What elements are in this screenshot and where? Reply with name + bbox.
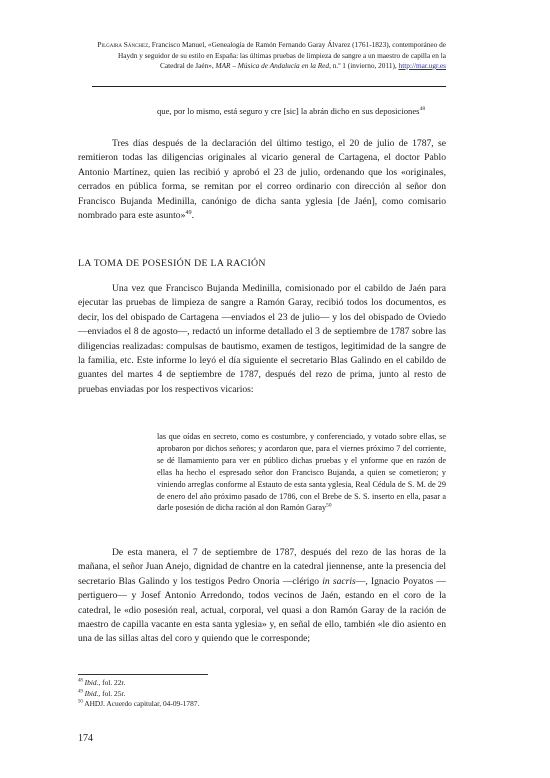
paragraph-3-text-b: —, Ignacio Poyatos —pertiguero— y Josef Antonio Arredondo, todos vecinos de Jaén, estando en el coro de la catedral, le «dio posesión real, actual, corporal, vel quasi a don Ramón Garay de la ración de maestro de capilla vacante en esta santa yglesia» y, en señal de ello, también «le dio asiento en una de las sillas altas del coro y quiendo que le corresponde; (78, 575, 446, 645)
header-citation: , Francisco Manuel, «Genealogía de Ramón Fernando Garay Álvarez (1761-1823), contemporáneo de Haydn y seguidor de su estilo en España: las últimas pruebas de limpieza de sangre a un maestro de capilla en la Catedral de Jaén», (117, 40, 446, 70)
paragraph-3 (78, 546, 446, 647)
header-issue: , n.º 1 (invierno, 2011), (329, 61, 399, 70)
section-heading: LA TOMA DE POSESIÓN DE LA RACIÓN (78, 258, 266, 269)
quote-continuation-text: que, por lo mismo, está seguro y cre [sic] la abrán dicho en sus deposiciones (157, 106, 420, 116)
paragraph-3-text-a: De esta manera, el 7 de septiembre de 1787, después del rezo de las horas de la mañana, el señor Juan Anejo, dignidad de chantre en la catedral jiennense, ante la presencia del secretario Blas Galindo y los testigos Pedro Onoria —clérigo (78, 547, 446, 587)
header-author: Pilgaira Sánchez (97, 40, 149, 49)
running-header (92, 40, 446, 72)
footnote-rest: , fol. 22r. (98, 678, 126, 687)
footnote-50 (78, 699, 446, 710)
page-number: 174 (78, 733, 93, 744)
footnotes (78, 678, 446, 710)
paragraph-1 (78, 137, 446, 223)
block-quote-text: las que oídas en secreto, como es costumbre, y conferenciado, y votado sobre ellas, se aprobaron por dichos señores; y acordaron que, para el viernes próximo 7 del corriente, se dé llamamiento para ver en público dichas pruebas y el ynforme que en razón de ellas ha hecho el espresado señor don Francisco Bujanda, a quien se cometieron; y viniendo arreglas conforme al Estauto de esta santa yglesia, Real Cédula de S. M. de 29 de enero del año próximo pasado de 1786, con el Brebe de S. S. inserto en ella, pasar a darle posesión de dicha ración al don Ramón Garay (157, 432, 446, 513)
header-divider (92, 86, 446, 87)
footnote-ref-text: Ibid. (84, 688, 99, 698)
footnote-ref-48[interactable]: 48 (419, 106, 426, 113)
footnote-rest: AHDJ. Acuerdo capitular, 04-09-1787. (84, 699, 200, 708)
footnote-49 (78, 689, 446, 700)
footnote-number: 48 (78, 678, 83, 684)
footnote-48 (78, 678, 446, 689)
paragraph-1-tail: . (191, 210, 195, 222)
footnote-number: 50 (78, 699, 83, 705)
footnote-ref-text: Ibid. (84, 678, 99, 687)
paragraph-1-text: Tres días después de la declaración del último testigo, el 20 de julio de 1787, se remitieron todas las diligencias originales al vicario general de Cartagena, el doctor Pablo Antonio Martínez, quien las recibió y aprobó el 23 de julio, ordenando que los «originales, cerrados en pública forma, se remitan por el correo ordinario con dirección al señor don Francisco Bujanda Medinilla, canónigo de dicha santa yglesia [de Jaén], como comisario nombrado para este asunto» (78, 138, 446, 222)
footnote-ref-50[interactable]: 50 (326, 502, 332, 509)
header-url-link[interactable]: http://mar.ugr.es (398, 61, 446, 70)
footnote-divider (78, 674, 208, 675)
footnote-number: 49 (78, 689, 83, 695)
header-journal: MAR – Música de Andalucía en la Red (215, 61, 330, 70)
paragraph-3-italic: in sacris (322, 575, 356, 587)
quote-continuation (157, 105, 446, 117)
paragraph-2-text: Una vez que Francisco Bujanda Medinilla, comisionado por el cabildo de Jaén para ejecutar las pruebas de limpieza de sangre a Ramón Garay, recibió todos los documentos, es decir, los del obispado de Cartagena —enviados el 23 de julio— y los del obispado de Oviedo —enviados el 8 de agosto—, redactó un informe detallado el 3 de septiembre de 1787 sobre las diligencias realizadas: compulsas de bautismo, examen de testigos, legitimidad de la sangre de la familia, etc. Este informe lo leyó el día siguiente el secretario Blas Galindo en el cabildo de guantes del martes 4 de septiembre de 1787, después del rezo de prima, junto al resto de pruebas enviadas por los respectivos vicarios: (78, 283, 446, 395)
paragraph-2 (78, 282, 446, 397)
block-quote (157, 431, 446, 514)
footnote-ref-49[interactable]: 49 (185, 208, 192, 216)
footnote-rest: , fol. 25r. (98, 688, 126, 698)
